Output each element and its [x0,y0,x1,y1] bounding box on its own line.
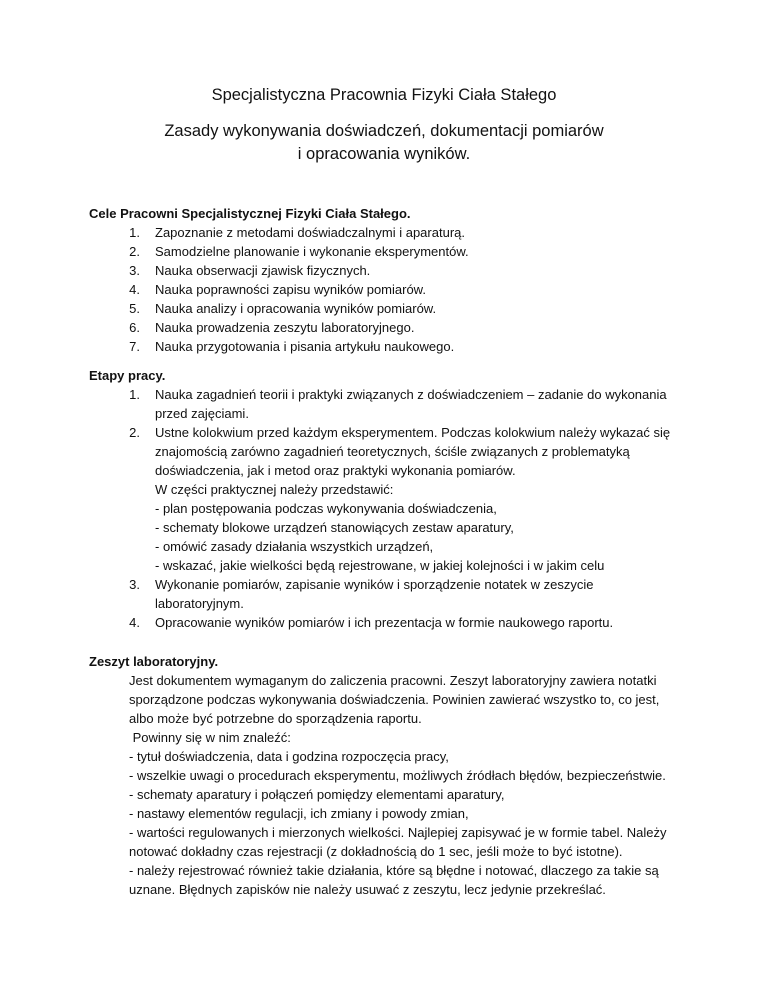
notebook-line: albo może być potrzebne do sporządzenia raportu. [129,711,422,726]
goals-item-number: 3. [129,263,140,278]
stages-line: W części praktycznej należy przedstawić: [155,482,394,497]
stages-line: Ustne kolokwium przed każdym eksperymentem. Podczas kolokwium należy wykazać się [155,425,671,440]
notebook-line: Powinny się w nim znaleźć: [129,730,291,745]
notebook-line: - wszelkie uwagi o procedurach eksperymentu, możliwych źródłach błędów, bezpieczeństwie. [129,768,666,783]
stages-item-number: 3. [129,577,140,592]
goals-item-number: 6. [129,320,140,335]
notebook-line: - należy rejestrować również takie działania, które są błędne i notować, dlaczego za takie są [129,863,659,878]
stages-line: Wykonanie pomiarów, zapisanie wyników i sporządzenie notatek w zeszycie [155,577,594,592]
goals-item-number: 7. [129,339,140,354]
goals-item-text: Zapoznanie z metodami doświadczalnymi i aparaturą. [155,225,465,240]
goals-item-number: 1. [129,225,140,240]
stages-item-number: 1. [129,387,140,402]
stages-heading: Etapy pracy. [89,368,166,383]
goals-item-text: Nauka przygotowania i pisania artykułu naukowego. [155,339,455,354]
notebook-line: notować dokładny czas rejestracji (z dokładnością do 1 sec, jeśli może to być istotne). [129,844,623,859]
stages-line: laboratoryjnym. [155,596,244,611]
stages-line: Opracowanie wyników pomiarów i ich prezentacja w formie naukowego raportu. [155,615,614,630]
notebook-line: Jest dokumentem wymaganym do zaliczenia pracowni. Zeszyt laboratoryjny zawiera notatki [129,673,657,688]
stages-line: przed zajęciami. [155,406,249,421]
notebook-line: - nastawy elementów regulacji, ich zmiany i powody zmian, [129,806,469,821]
stages-item-number: 2. [129,425,140,440]
goals-item-number: 2. [129,244,140,259]
stages-line: - plan postępowania podczas wykonywania doświadczenia, [155,501,497,516]
notebook-line: sporządzone podczas wykonywania doświadczenia. Powinien zawierać wszystko to, co jest, [129,692,660,707]
document-subtitle-line-1: Zasady wykonywania doświadczeń, dokumentacji pomiarów [164,122,604,140]
goals-heading: Cele Pracowni Specjalistycznej Fizyki Ciała Stałego. [89,206,411,221]
stages-line: doświadczenia, jak i metod oraz praktyki wykonania pomiarów. [155,463,516,478]
stages-line: - schematy blokowe urządzeń stanowiących zestaw aparatury, [155,520,514,535]
goals-item-text: Nauka obserwacji zjawisk fizycznych. [155,263,371,278]
goals-item-number: 4. [129,282,140,297]
notebook-heading: Zeszyt laboratoryjny. [89,654,219,669]
goals-item-text: Nauka poprawności zapisu wyników pomiarów. [155,282,426,297]
notebook-line: - tytuł doświadczenia, data i godzina rozpoczęcia pracy, [129,749,449,764]
notebook-line: - wartości regulowanych i mierzonych wielkości. Najlepiej zapisywać je w formie tabel. Należy [129,825,667,840]
stages-item-number: 4. [129,615,140,630]
document-title: Specjalistyczna Pracownia Fizyki Ciała Stałego [211,86,557,104]
goals-item-text: Nauka prowadzenia zeszytu laboratoryjnego. [155,320,415,335]
stages-line: Nauka zagadnień teorii i praktyki związanych z doświadczeniem – zadanie do wykonania [155,387,667,402]
goals-item-text: Samodzielne planowanie i wykonanie eksperymentów. [155,244,469,259]
notebook-line: - schematy aparatury i połączeń pomiędzy elementami aparatury, [129,787,505,802]
stages-line: znajomością zarówno zagadnień teoretycznych, ściśle związanych z problematyką [155,444,630,459]
document-subtitle-line-2: i opracowania wyników. [297,145,471,163]
stages-line: - wskazać, jakie wielkości będą rejestrowane, w jakiej kolejności i w jakim celu [155,558,605,573]
stages-line: - omówić zasady działania wszystkich urządzeń, [155,539,434,554]
notebook-line: uznane. Błędnych zapisków nie należy usuwać z zeszytu, lecz jedynie przekreślać. [129,882,606,897]
goals-item-text: Nauka analizy i opracowania wyników pomiarów. [155,301,437,316]
goals-item-number: 5. [129,301,140,316]
